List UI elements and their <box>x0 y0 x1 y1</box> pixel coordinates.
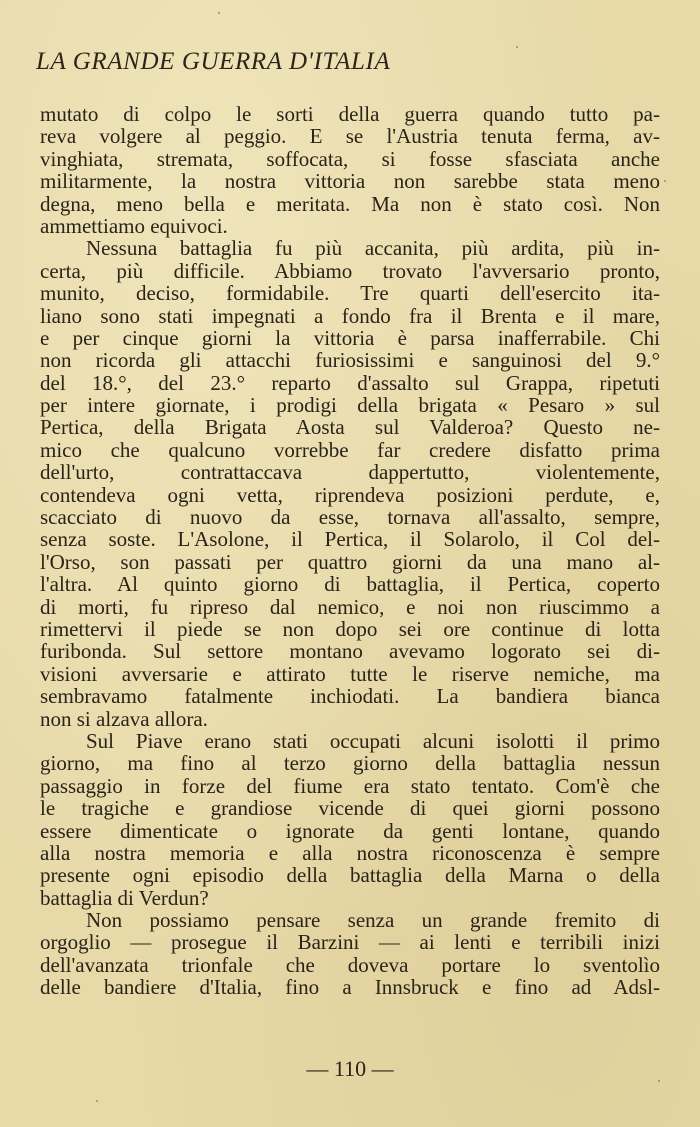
text-line: rimettervi il piede se non dopo sei ore continue di lotta <box>40 616 660 641</box>
text-line: contendeva ogni vetta, riprendeva posizioni perdute, e, <box>40 482 660 507</box>
text-line: giorno, ma fino al terzo giorno della battaglia nessun <box>40 751 660 776</box>
text-line: orgoglio — prosegue il Barzini — ai lenti e terribili inizi <box>40 930 660 955</box>
text-line: l'Orso, son passati per quattro giorni da una mano al- <box>40 549 660 574</box>
text-line: certa, più difficile. Abbiamo trovato l'avversario pronto, <box>40 258 660 283</box>
text-line: scacciato di nuovo da esse, tornava all'assalto, sempre, <box>40 505 660 530</box>
text-line: essere dimenticate o ignorate da genti lontane, quando <box>40 818 660 843</box>
text-line: l'altra. Al quinto giorno di battaglia, il Pertica, coperto <box>40 572 660 597</box>
text-line: visioni avversarie e attirato tutte le riserve nemiche, ma <box>40 661 660 686</box>
paper-speck <box>516 46 518 48</box>
text-line: battaglia di Verdun? <box>40 885 209 910</box>
text-line: delle bandiere d'Italia, fino a Innsbruck e fino ad Adsl- <box>40 975 660 1000</box>
paper-speck <box>96 1100 98 1102</box>
paper-speck <box>664 180 666 182</box>
text-line: passaggio in forze del fiume era stato tentato. Com'è che <box>40 773 660 798</box>
text-line: Non possiamo pensare senza un grande fremito di <box>86 908 660 933</box>
text-line: reva volgere al peggio. E se l'Austria tenuta ferma, av- <box>40 124 660 149</box>
text-line: Pertica, della Brigata Aosta sul Valderoa? Questo ne- <box>40 415 660 440</box>
text-line: e per cinque giorni la vittoria è parsa inafferrabile. Chi <box>40 325 660 350</box>
text-line: per intere giornate, i prodigi della brigata « Pesaro » sul <box>40 393 660 418</box>
text-line: dell'urto, contrattaccava dappertutto, violentemente, <box>40 460 660 485</box>
text-line: ammettiamo equivoci. <box>40 213 228 238</box>
text-line: furibonda. Sul settore montano avevamo logorato sei di- <box>40 639 660 664</box>
text-line: Nessuna battaglia fu più accanita, più ardita, più in- <box>86 236 660 261</box>
text-line: le tragiche e grandiose vicende di quei giorni possono <box>40 796 660 821</box>
text-line: militarmente, la nostra vittoria non sarebbe stata meno <box>40 169 660 194</box>
text-line: liano sono stati impegnati a fondo fra il Brenta e il mare, <box>40 303 660 328</box>
text-line: di morti, fu ripreso dal nemico, e noi non riuscimmo a <box>40 594 660 619</box>
text-line: alla nostra memoria e alla nostra riconoscenza è sempre <box>40 840 660 865</box>
body-text <box>40 103 660 999</box>
text-line: vinghiata, stremata, soffocata, si fosse sfasciata anche <box>40 146 660 171</box>
text-line: mico che qualcuno vorrebbe far credere disfatto prima <box>40 437 660 462</box>
paper-speck <box>640 410 642 412</box>
text-line: non si alzava allora. <box>40 706 208 731</box>
running-header: LA GRANDE GUERRA D'ITALIA <box>36 48 391 75</box>
text-line: mutato di colpo le sorti della guerra quando tutto pa- <box>40 102 660 126</box>
text-line: Sul Piave erano stati occupati alcuni isolotti il primo <box>86 728 660 753</box>
text-line: dell'avanzata trionfale che doveva portare lo sventolìo <box>40 952 660 977</box>
paper-speck <box>218 12 220 14</box>
paper-speck <box>658 1080 660 1082</box>
text-line: presente ogni episodio della battaglia della Marna o della <box>40 863 660 888</box>
text-line: non ricorda gli attacchi furiosissimi e sanguinosi del 9.° <box>40 348 660 373</box>
page-number: — 110 — <box>306 1056 394 1081</box>
text-line: degna, meno bella e meritata. Ma non è stato così. Non <box>40 191 660 216</box>
text-line: senza soste. L'Asolone, il Pertica, il Solarolo, il Col del- <box>40 527 660 552</box>
text-line: munito, deciso, formidabile. Tre quarti dell'esercito ita- <box>40 281 660 306</box>
text-line: sembravamo fatalmente inchiodati. La bandiera bianca <box>40 684 660 709</box>
text-line: del 18.°, del 23.° reparto d'assalto sul Grappa, ripetuti <box>40 370 660 395</box>
